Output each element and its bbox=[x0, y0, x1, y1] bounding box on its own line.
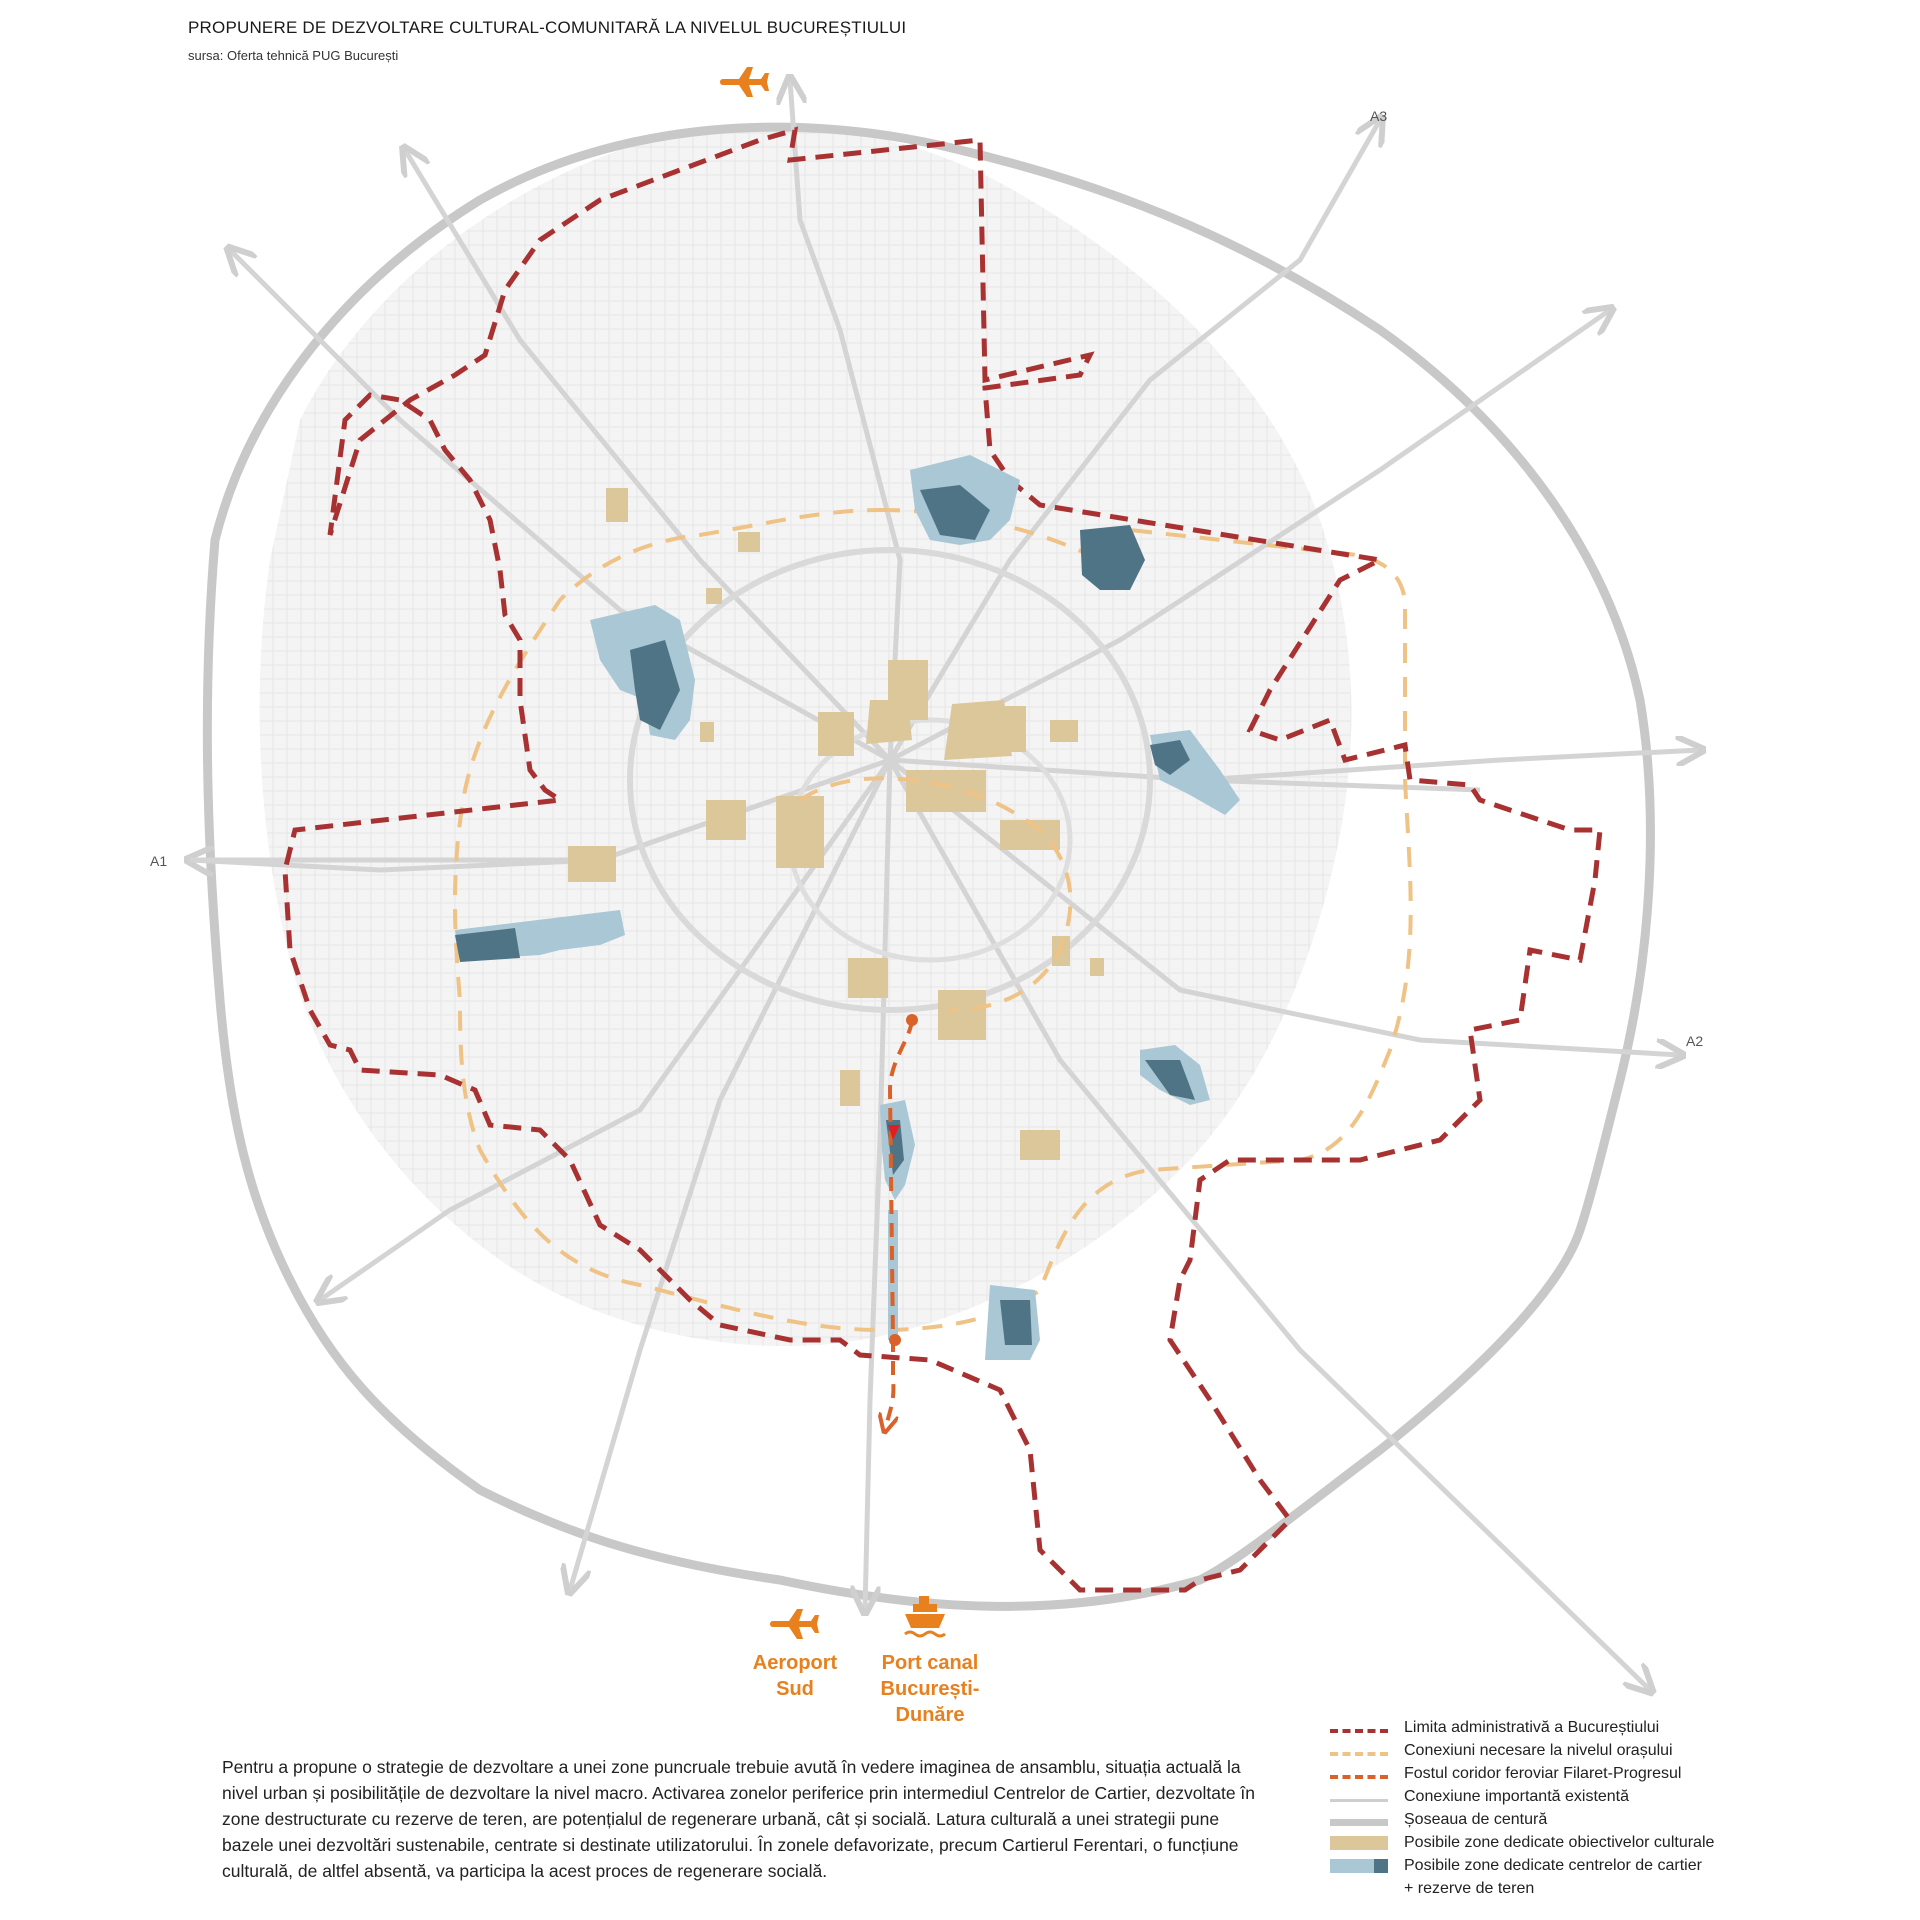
road-label-a3: A3 bbox=[1370, 108, 1388, 124]
port-canal-line1: Port canal bbox=[881, 1652, 979, 1674]
page-subtitle: sursa: Oferta tehnică PUG București bbox=[188, 48, 399, 63]
legend-symbol-cultural bbox=[1330, 1836, 1388, 1850]
legend-label-conn: Conexiuni necesare la nivelul orașului bbox=[1404, 1741, 1673, 1759]
legend-symbol-district bbox=[1330, 1859, 1388, 1873]
legend-symbol-reserve bbox=[1330, 1881, 1388, 1897]
legend-symbol-ring bbox=[1330, 1819, 1388, 1826]
airplane-icon bbox=[770, 1609, 819, 1639]
legend-item-ring bbox=[1330, 1808, 1890, 1831]
legend-item-reserve bbox=[1330, 1877, 1890, 1900]
legend-label-ring: Șoseaua de centură bbox=[1404, 1810, 1548, 1828]
legend-label-exist: Conexiune importantă existentă bbox=[1404, 1787, 1630, 1805]
legend-item-conn bbox=[1330, 1739, 1890, 1762]
legend-symbol-exist bbox=[1330, 1799, 1388, 1802]
port-canal-label bbox=[850, 1650, 1010, 1728]
legend-label-reserve: + rezerve de teren bbox=[1404, 1879, 1535, 1897]
legend-symbol-conn bbox=[1330, 1752, 1388, 1756]
road-label-a1: A1 bbox=[150, 853, 168, 869]
map-legend bbox=[1330, 1716, 1890, 1900]
legend-label-admin: Limita administrativă a Bucureștiului bbox=[1404, 1718, 1660, 1736]
legend-item-district bbox=[1330, 1854, 1890, 1877]
legend-item-admin bbox=[1330, 1716, 1890, 1739]
port-canal-line2: București-Dunăre bbox=[880, 1678, 980, 1726]
road-label-a2: A2 bbox=[1686, 1033, 1704, 1049]
airport-south-label: Aeroport Sud bbox=[752, 1652, 838, 1700]
page-title: PROPUNERE DE DEZVOLTARE CULTURAL-COMUNITARĂ LA NIVELUL BUCUREȘTIULUI bbox=[188, 18, 907, 37]
airplane-icon bbox=[720, 67, 769, 97]
description-paragraph: Pentru a propune o strategie de dezvoltare a unei zone puncruale trebuie avută în vedere imaginea de ansamblu, situația actuală la nivel urban și posibilitățile de dezvoltare la nivel macro. Activarea zonelor periferice prin intermediul Centrelor de Cartier, dezvoltate în zone destructurate cu rezerve de teren, are potențialul de regenerare urbană, cât și socială. Latura culturală a unei strategii pune bazele unei dezvoltări sustenabile, centrate si destinate utilizatorului. În zonele defavorizate, precum Cartierul Ferentari, o funcțiune culturală, de altfel absentă, va participa la acest proces de regenerare socială. bbox=[222, 1757, 1256, 1881]
legend-symbol-admin bbox=[1330, 1729, 1388, 1733]
legend-item-exist bbox=[1330, 1785, 1890, 1808]
legend-item-rail bbox=[1330, 1762, 1890, 1785]
legend-item-cultural bbox=[1330, 1831, 1890, 1854]
legend-label-rail: Fostul coridor feroviar Filaret-Progresul bbox=[1404, 1764, 1682, 1782]
legend-symbol-rail bbox=[1330, 1775, 1388, 1779]
legend-label-district: Posibile zone dedicate centrelor de cartier bbox=[1404, 1856, 1702, 1874]
legend-label-cultural: Posibile zone dedicate obiectivelor culturale bbox=[1404, 1833, 1715, 1851]
